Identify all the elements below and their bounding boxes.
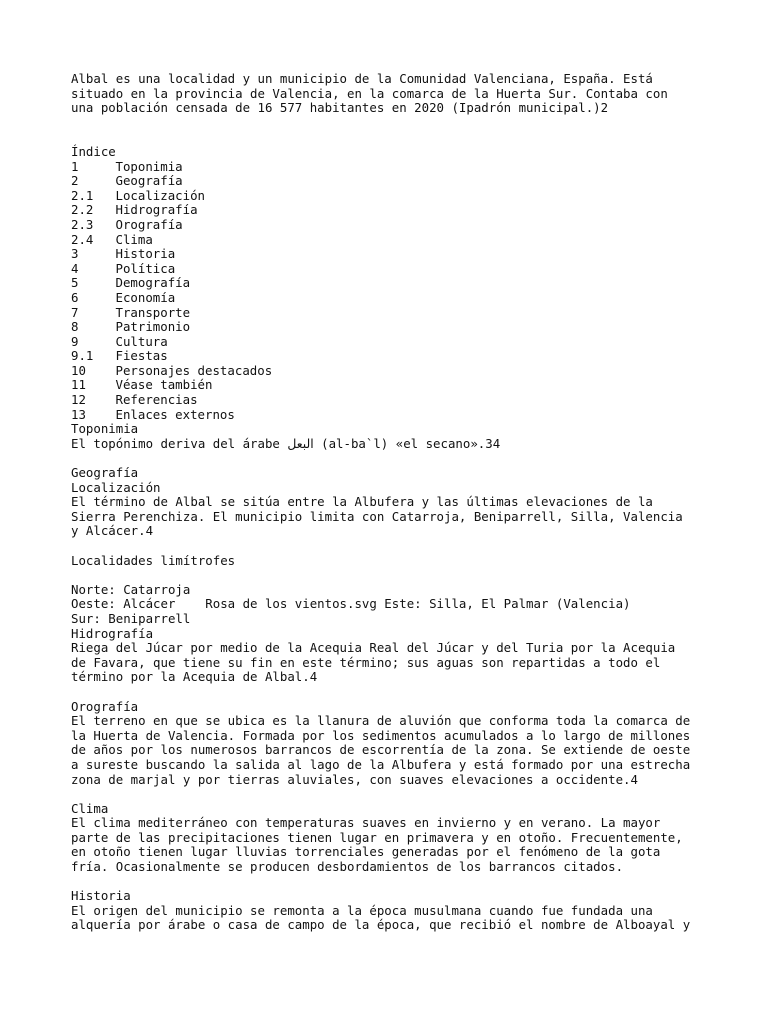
limitrofe-norte: Norte: Catarroja <box>71 581 191 597</box>
toc-label: Cultura <box>115 333 168 349</box>
toc-label: Localización <box>115 187 206 203</box>
toc-number: 7 <box>71 304 79 320</box>
toc-item[interactable] <box>71 276 711 291</box>
toc-number: 2.4 <box>71 231 94 247</box>
toc-item[interactable] <box>71 291 711 306</box>
limitrofe-sur: Sur: Beniparrell <box>71 610 191 626</box>
toc-number: 13 <box>71 406 86 422</box>
text-line: zona de marjal y por tierras aluviales, con suaves elevaciones a occidente.4 <box>71 771 638 787</box>
text-span: (al-ba`l) «el secano».34 <box>313 435 501 451</box>
text-line: El origen del municipio se remonta a la época musulmana cuando fue fundada una <box>71 902 653 918</box>
toc-label: Véase también <box>115 377 213 393</box>
intro-paragraph <box>71 72 711 116</box>
toc-item[interactable] <box>71 393 711 408</box>
toc-item[interactable] <box>71 335 711 350</box>
toc-number: 6 <box>71 289 79 305</box>
text-line: Sierra Perenchiza. El municipio limita con Catarroja, Beniparrell, Silla, Valencia <box>71 508 683 524</box>
toc-item[interactable] <box>71 349 711 364</box>
toc-number: 2.1 <box>71 187 94 203</box>
toc-label: Referencias <box>115 392 198 408</box>
text-line: situado en la provincia de Valencia, en la comarca de la Huerta Sur. Contaba con <box>71 85 668 101</box>
toc-label: Personajes destacados <box>115 362 273 378</box>
toponimia-text <box>71 437 711 452</box>
subsection-heading-localizacion: Localización <box>71 479 161 495</box>
section-heading-orografia: Orografía <box>71 698 139 714</box>
toc-label: Orografía <box>115 216 183 232</box>
toc-label: Transporte <box>115 304 191 320</box>
toc-label: Política <box>115 260 176 276</box>
toc-item[interactable] <box>71 247 711 262</box>
toc-number: 5 <box>71 275 79 291</box>
toc-item[interactable] <box>71 203 711 218</box>
toc-label: Geografía <box>115 173 183 189</box>
text-line: fría. Ocasionalmente se producen desbordamientos de los barrancos citados. <box>71 859 624 875</box>
text-line: y Alcácer.4 <box>71 523 154 539</box>
toc-number: 1 <box>71 158 79 174</box>
text-line: la Huerta de Valencia. Formada por los sedimentos acumulados a lo largo de millones <box>71 727 691 743</box>
toc-number: 3 <box>71 246 79 262</box>
toc-label: Historia <box>115 246 176 262</box>
toc-item[interactable] <box>71 160 711 175</box>
toc-label: Enlaces externos <box>115 406 235 422</box>
text-line: una población censada de 16 577 habitantes en 2020 (Ipadrón municipal.)2 <box>71 100 609 116</box>
limitrofes-heading: Localidades limítrofes <box>71 552 236 568</box>
limitrofe-oeste-este: Oeste: Alcácer Rosa de los vientos.svg Este: Silla, El Palmar (Valencia) <box>71 596 631 612</box>
section-heading-hidrografia: Hidrografía <box>71 625 154 641</box>
section-heading-clima: Clima <box>71 800 109 816</box>
index-title: Índice <box>71 143 116 159</box>
toc-item[interactable] <box>71 364 711 379</box>
text-line: parte de las precipitaciones tienen lugar en primavera y en otoño. Frecuentemente, <box>71 829 683 845</box>
toc-label: Clima <box>115 231 153 247</box>
text-line: término por la Acequia de Albal.4 <box>71 669 318 685</box>
toc-item[interactable] <box>71 408 711 423</box>
toc-item[interactable] <box>71 218 711 233</box>
toc-item[interactable] <box>71 174 711 189</box>
text-line: de Favara, que tiene su fin en este término; sus aguas son repartidas a todo el <box>71 654 661 670</box>
table-of-contents <box>71 160 711 423</box>
toc-number: 8 <box>71 319 79 335</box>
text-line: a sureste buscando la salida al lago de la Albufera y está formado por una estrecha <box>71 756 691 772</box>
arabic-word: البعل <box>287 435 314 451</box>
toc-label: Economía <box>115 289 176 305</box>
text-line: Albal es una localidad y un municipio de la Comunidad Valenciana, España. Está <box>71 71 653 86</box>
toc-item[interactable] <box>71 378 711 393</box>
toc-item[interactable] <box>71 189 711 204</box>
toc-item[interactable] <box>71 306 711 321</box>
toc-number: 2 <box>71 173 79 189</box>
toc-label: Fiestas <box>115 348 168 364</box>
text-line: El término de Albal se sitúa entre la Albufera y las últimas elevaciones de la <box>71 494 653 510</box>
text-line: de años por los numerosos barrancos de escorrentía de la zona. Se extiende de oeste <box>71 742 691 758</box>
text-line: El terreno en que se ubica es la llanura de aluvión que conforma toda la comarca de <box>71 713 691 729</box>
text-line: en otoño tienen lugar lluvias torrenciales generadas por el fenómeno de la gota <box>71 844 661 860</box>
section-heading-historia: Historia <box>71 888 131 904</box>
toc-label: Demografía <box>115 275 191 291</box>
text-line: alquería por árabe o casa de campo de la época, que recibió el nombre de Alboayal y <box>71 917 691 933</box>
toc-item[interactable] <box>71 233 711 248</box>
toc-label: Patrimonio <box>115 319 191 335</box>
toc-label: Hidrografía <box>115 202 198 218</box>
toc-number: 9.1 <box>71 348 94 364</box>
section-heading-toponimia: Toponimia <box>71 421 139 437</box>
section-heading-geografia: Geografía <box>71 465 139 481</box>
toc-number: 2.3 <box>71 216 94 232</box>
toc-item[interactable] <box>71 262 711 277</box>
toc-number: 2.2 <box>71 202 94 218</box>
toc-item[interactable] <box>71 320 711 335</box>
toc-number: 10 <box>71 362 86 378</box>
text-line: Riega del Júcar por medio de la Acequia Real del Júcar y del Turia por la Acequia <box>71 640 676 656</box>
text-line: El clima mediterráneo con temperaturas suaves en invierno y en verano. La mayor <box>71 815 661 831</box>
toc-label: Toponimia <box>115 158 183 174</box>
text-span: El topónimo deriva del árabe <box>71 435 288 451</box>
toc-number: 11 <box>71 377 86 393</box>
toc-number: 12 <box>71 392 86 408</box>
toc-number: 9 <box>71 333 79 349</box>
toc-number: 4 <box>71 260 79 276</box>
